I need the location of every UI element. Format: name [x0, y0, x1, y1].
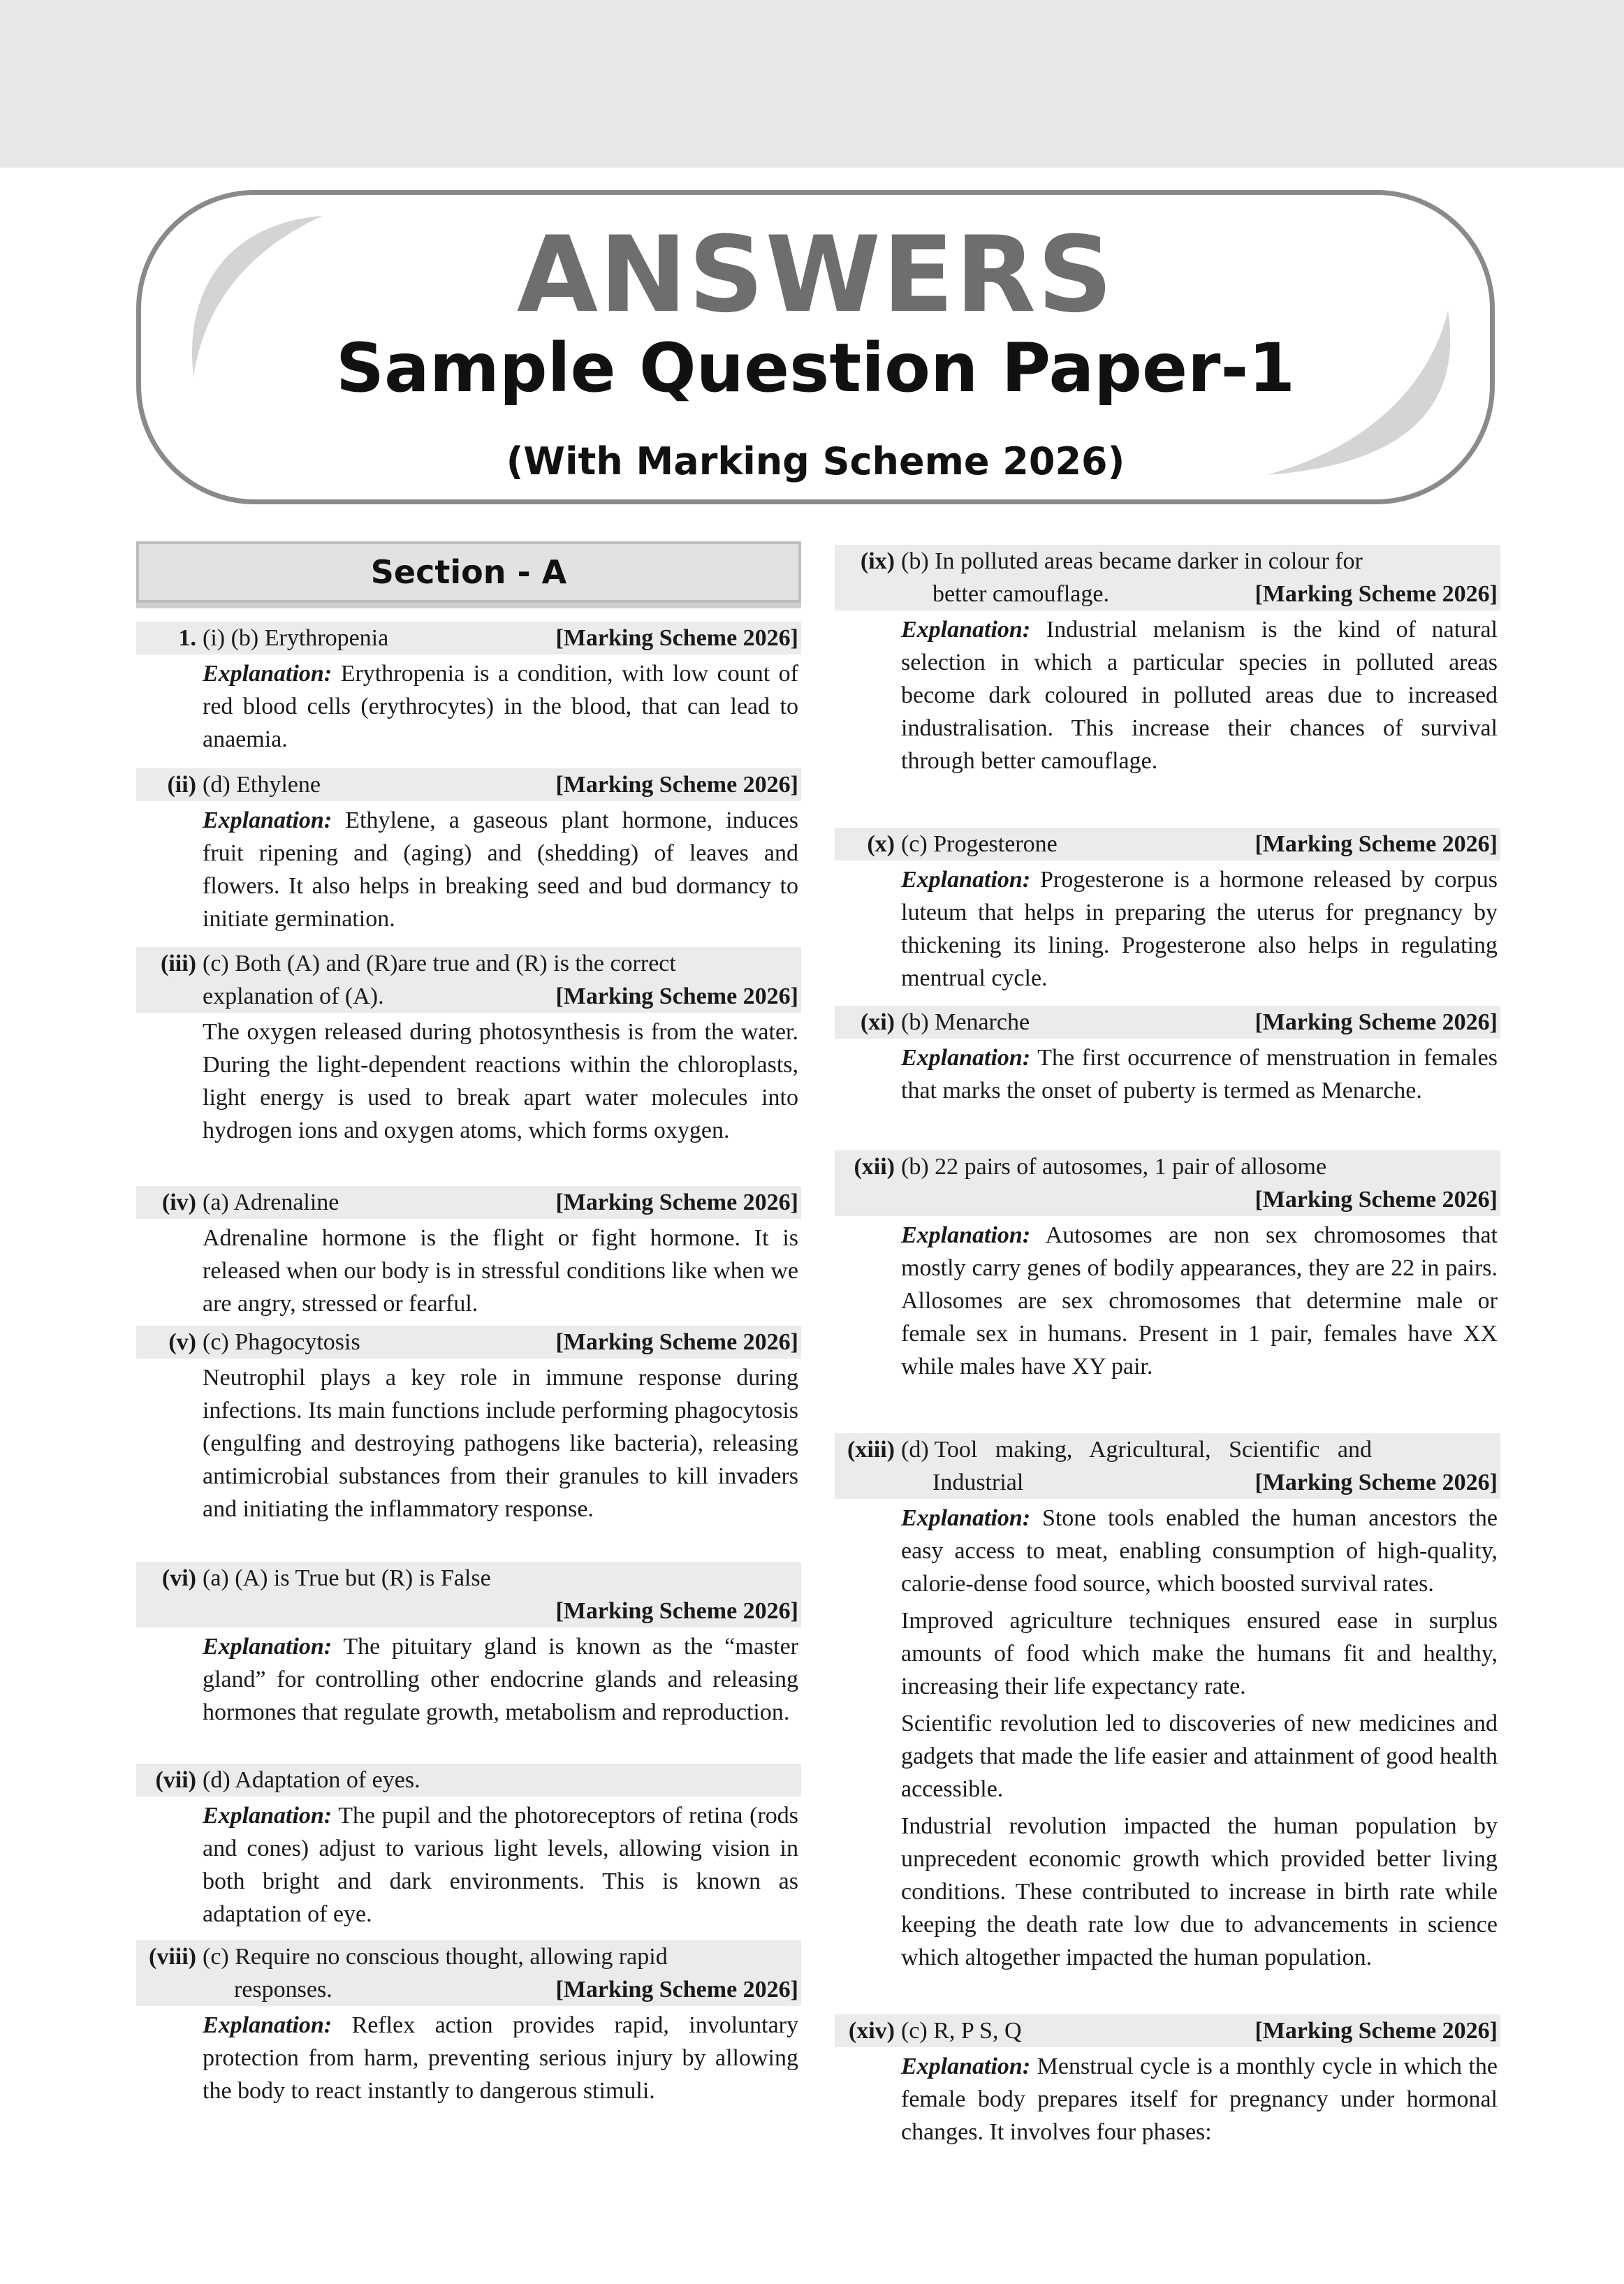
- explanation-label: Explanation:: [203, 807, 332, 833]
- question-number: (vii): [155, 1767, 196, 1793]
- answer-option: (c) R, P S, Q: [901, 2018, 1022, 2044]
- question-number: (ix): [860, 548, 895, 574]
- answer-option: (i) (b) Erythropenia: [203, 625, 389, 651]
- answers-title: ANSWERS: [516, 214, 1115, 336]
- explanation-text: The oxygen released during photosynthesis is from the water. During the light-dependent reactions within the chloroplasts, light energy is used to break apart water molecules into hydrogen ions and oxygen atoms, which forms oxygen.: [203, 1019, 798, 1143]
- answer-item: [136, 1562, 801, 1733]
- question-number: (ii): [167, 772, 196, 798]
- marking-scheme-tag: [Marking Scheme 2026]: [1254, 1187, 1498, 1213]
- explanation-text: The pituitary gland is known as the “master gland” for controlling other endocrine glands and releasing hormones that regulate growth, metabolism and reproduction.: [203, 1634, 798, 1725]
- question-number: (iv): [161, 1189, 196, 1215]
- answer-option-continued: better camouflage.: [932, 581, 1109, 607]
- explanation: [835, 863, 1500, 995]
- answer-option-row: [136, 947, 801, 1013]
- answer-option: (b) 22 pairs of autosomes, 1 pair of allosome: [901, 1154, 1327, 1180]
- answer-item: [835, 828, 1500, 999]
- question-number: (xii): [854, 1154, 895, 1180]
- explanation: [835, 613, 1500, 777]
- answer-option-row: [835, 1006, 1500, 1039]
- explanation-label: Explanation:: [203, 1634, 332, 1660]
- answer-item: [136, 768, 801, 939]
- answer-item: [835, 1006, 1500, 1111]
- answer-item: [835, 545, 1500, 782]
- explanation-text: Erythropenia is a condition, with low count of red blood cells (erythrocytes) in the blood, that can lead to anaemia.: [203, 661, 798, 752]
- explanation-label: Explanation:: [901, 1505, 1031, 1531]
- answer-option-row: [136, 1562, 801, 1627]
- explanation: [136, 657, 801, 756]
- answer-option-row: [136, 622, 801, 654]
- question-number: (vi): [161, 1565, 196, 1591]
- explanation-paragraph: Industrial revolution impacted the human population by unprecedent economic growth which provided better living conditions. These contributed to increase in birth rate while keeping the death rate low due to advancements in science which altogether impacted the human population.: [901, 1813, 1498, 1970]
- marking-scheme-tag: [Marking Scheme 2026]: [555, 1329, 798, 1355]
- answer-option-continued: Industrial: [932, 1470, 1024, 1495]
- explanation: [136, 804, 801, 935]
- answer-option: (c) Progesterone: [901, 831, 1058, 857]
- answer-option-row: [136, 1940, 801, 2006]
- explanation-label: Explanation:: [901, 867, 1031, 893]
- explanation-text: Adrenaline hormone is the flight or fight hormone. It is released when our body is in stressful conditions like when we are angry, stressed or fearful.: [203, 1225, 798, 1317]
- marking-scheme-tag: [Marking Scheme 2026]: [1254, 2018, 1498, 2044]
- answer-item: [835, 1150, 1500, 1387]
- marking-scheme-tag: [Marking Scheme 2026]: [555, 1598, 798, 1624]
- explanation-label: Explanation:: [203, 2012, 332, 2038]
- top-grey-band: [0, 0, 1624, 168]
- explanation-label: Explanation:: [901, 2054, 1031, 2079]
- marking-scheme-tag: [Marking Scheme 2026]: [555, 1977, 798, 2003]
- question-number: (xiii): [847, 1437, 895, 1463]
- answer-option: (d) Tool making, Agricultural, Scientific and: [901, 1437, 1373, 1463]
- answer-item: [835, 1433, 1500, 1978]
- answer-option: (b) In polluted areas became darker in colour for: [901, 548, 1363, 574]
- marking-scheme-note: (With Marking Scheme 2026): [506, 439, 1125, 483]
- explanation-label: Explanation:: [901, 617, 1031, 643]
- answer-item: [136, 1764, 801, 1935]
- question-number: (iii): [161, 951, 196, 976]
- marking-scheme-tag: [Marking Scheme 2026]: [1254, 1470, 1498, 1495]
- explanation: [136, 2009, 801, 2107]
- answer-option-row: [835, 545, 1500, 610]
- explanation: [136, 1630, 801, 1729]
- question-number: (viii): [149, 1944, 196, 1970]
- answer-option: (c) Phagocytosis: [203, 1329, 360, 1355]
- answer-item: [136, 1940, 801, 2111]
- answer-option: (c) Both (A) and (R)are true and (R) is the correct: [203, 951, 676, 976]
- paper-title: Sample Question Paper-1: [335, 329, 1296, 407]
- marking-scheme-tag: [Marking Scheme 2026]: [555, 772, 798, 798]
- answer-option-row: [136, 1186, 801, 1219]
- answer-option: (a) Adrenaline: [203, 1189, 339, 1215]
- answer-option-row: [835, 1433, 1500, 1499]
- question-number: (x): [867, 831, 895, 857]
- explanation-paragraph: Improved agriculture techniques ensured ease in surplus amounts of food which make the humans fit and healthy, increasing their life expectancy rate.: [901, 1608, 1498, 1699]
- answer-option-row: [835, 2014, 1500, 2047]
- explanation-text: The pupil and the photoreceptors of retina (rods and cones) adjust to various light levels, allowing vision in both bright and dark environments. This is known as adaptation of eye.: [203, 1803, 799, 1927]
- explanation-text: Progesterone is a hormone released by corpus luteum that helps in preparing the uterus for pregnancy by thickening its lining. Progesterone also helps in regulating mentrual cycle.: [901, 867, 1498, 991]
- answer-option: (b) Menarche: [901, 1009, 1030, 1035]
- explanation-text: The first occurrence of menstruation in females that marks the onset of puberty is termed as Menarche.: [901, 1045, 1498, 1104]
- explanation: [835, 1219, 1500, 1383]
- explanation: [136, 1799, 801, 1931]
- answer-item: [136, 947, 801, 1151]
- question-number: 1.: [178, 625, 196, 651]
- answer-option: (a) (A) is True but (R) is False: [203, 1565, 491, 1591]
- marking-scheme-tag: [Marking Scheme 2026]: [1254, 831, 1498, 857]
- explanation-label: Explanation:: [203, 1803, 332, 1829]
- answer-option-row: [136, 1764, 801, 1796]
- explanation-label: Explanation:: [203, 661, 332, 687]
- section-a-header: Section - A: [136, 541, 801, 603]
- answer-option-continued: explanation of (A).: [203, 983, 384, 1009]
- answer-option-row: [835, 828, 1500, 861]
- explanation-text: Ethylene, a gaseous plant hormone, induces fruit ripening and (aging) and (shedding) of leaves and flowers. It also helps in breaking seed and bud dormancy to initiate germination.: [203, 807, 799, 932]
- explanation-text: Autosomes are non sex chromosomes that mostly carry genes of bodily appearances, they are 22 in pairs. Allosomes are sex chromosomes that determine male or female sex in humans. Present in 1 pair, females have XX while males have XY pair.: [901, 1222, 1498, 1379]
- answer-item: [136, 1326, 801, 1530]
- explanation-paragraph: Scientific revolution led to discoveries of new medicines and gadgets that made the life easier and attainment of good health accessible.: [901, 1711, 1498, 1802]
- explanation-text: Menstrual cycle is a monthly cycle in which the female body prepares itself for pregnancy under hormonal changes. It involves four phases:: [901, 2054, 1498, 2145]
- question-number: (v): [168, 1329, 196, 1355]
- answer-item: [136, 1186, 801, 1324]
- explanation-label: Explanation:: [901, 1222, 1031, 1248]
- answer-option-row: [136, 768, 801, 801]
- explanation: [835, 1502, 1500, 1600]
- marking-scheme-tag: [Marking Scheme 2026]: [1254, 1009, 1498, 1035]
- explanation-text: Neutrophil plays a key role in immune response during infections. Its main functions include performing phagocytosis (engulfing and destroying pathogens like bacteria), releasing antimicrobial substances from their granules to kill invaders and initiating the inflammatory response.: [203, 1365, 798, 1522]
- marking-scheme-tag: [Marking Scheme 2026]: [1254, 581, 1498, 607]
- answer-option-row: [835, 1150, 1500, 1216]
- question-number: (xiv): [848, 2018, 895, 2044]
- answer-option: (d) Adaptation of eyes.: [203, 1767, 420, 1793]
- marking-scheme-tag: [Marking Scheme 2026]: [555, 1189, 798, 1215]
- answer-option-continued: responses.: [234, 1977, 332, 2003]
- answers-banner: [136, 190, 1495, 504]
- answer-option: (c) Require no conscious thought, allowing rapid: [203, 1944, 668, 1970]
- explanation: [835, 2050, 1500, 2148]
- marking-scheme-tag: [Marking Scheme 2026]: [555, 983, 798, 1009]
- answer-item: [136, 622, 801, 760]
- question-number: (xi): [860, 1009, 895, 1035]
- explanation-label: Explanation:: [901, 1045, 1031, 1071]
- explanation: [835, 1041, 1500, 1107]
- explanation-text: Stone tools enabled the human ancestors the easy access to meat, enabling consumption of high-quality, calorie-dense food source, which boosted survival rates.: [901, 1505, 1498, 1597]
- explanation-text: Industrial melanism is the kind of natural selection in which a particular species in polluted areas become dark coloured in polluted areas due to increased industralisation. This increase their chances of survival through better camouflage.: [901, 617, 1498, 774]
- explanation-text: Reflex action provides rapid, involuntary protection from harm, preventing serious injury by allowing the body to react instantly to dangerous stimuli.: [203, 2012, 799, 2104]
- marking-scheme-tag: [Marking Scheme 2026]: [555, 625, 798, 651]
- answer-item: [835, 2014, 1500, 2153]
- answer-option: (d) Ethylene: [203, 772, 321, 798]
- answer-option-row: [136, 1326, 801, 1359]
